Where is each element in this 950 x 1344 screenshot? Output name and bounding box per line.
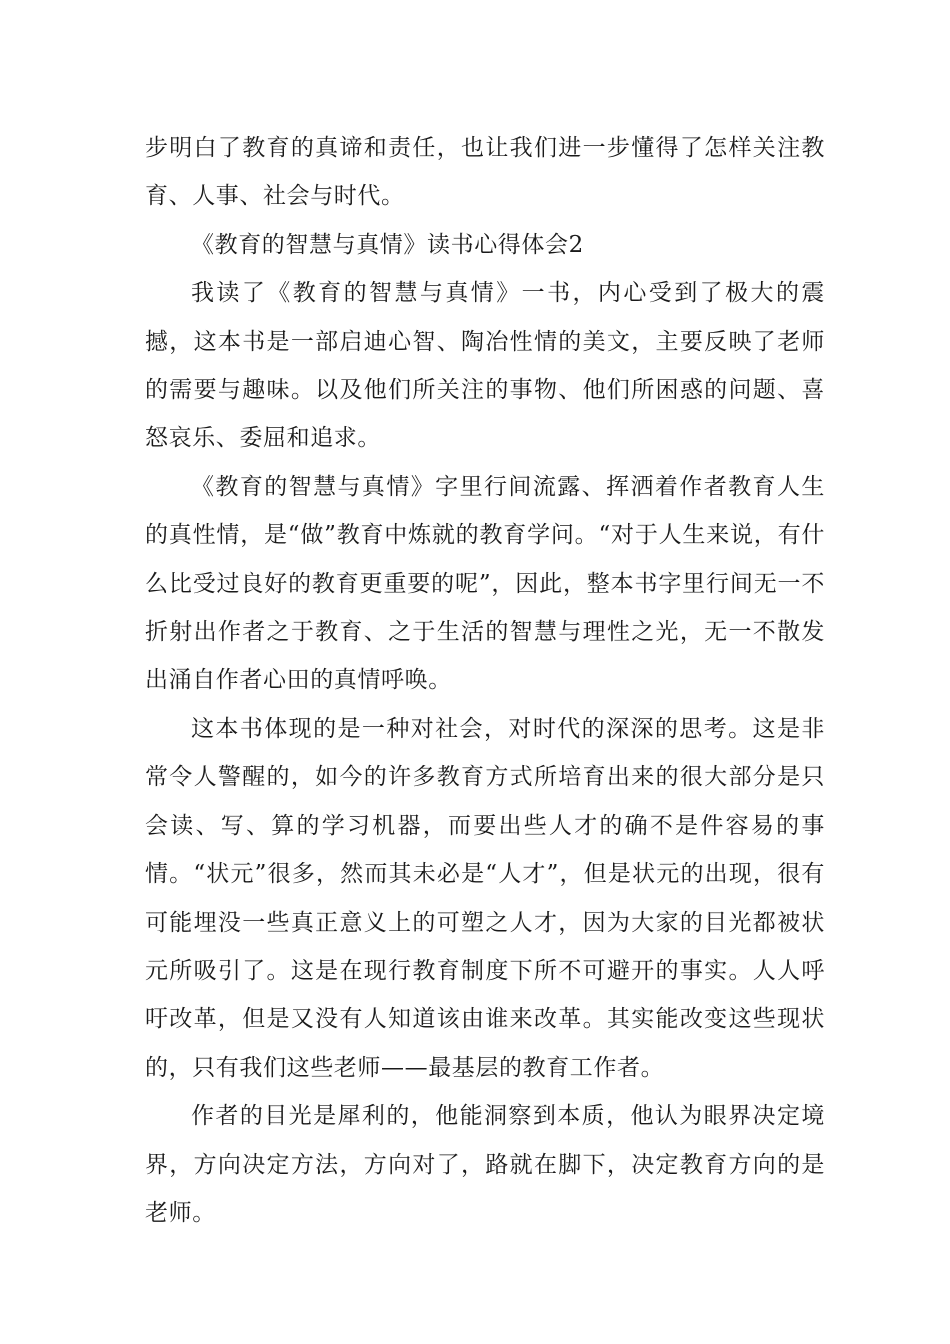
body-paragraph-4: 作者的目光是犀利的，他能洞察到本质，他认为眼界决定境界，方向决定方法，方向对了，路就在脚下，决定教育方向的是老师。 (145, 1103, 825, 1226)
body-paragraph-3: 这本书体现的是一种对社会，对时代的深深的思考。这是非常令人警醒的，如今的许多教育方式所培育出来的很大部分是只会读、写、算的学习机器，而要出些人才的确不是件容易的事情。“状元”很多，然而其未必是“人才”，但是状元的出现，很有可能埋没一些真正意义上的可塑之人才，因为大家的目光都被状元所吸引了。这是在现行教育制度下所不可避开的事实。人人呼吁改革，但是又没有人知道该由谁来改革。其实能改变这些现状的，只有我们这些老师——最基层的教育工作者。 (145, 715, 825, 1081)
continuation-paragraph: 步明白了教育的真谛和责任，也让我们进一步懂得了怎样关注教育、人事、社会与时代。 (145, 135, 825, 210)
body-paragraph-2: 《教育的智慧与真情》字里行间流露、挥洒着作者教育人生的真性情，是“做”教育中炼就的教育学问。“对于人生来说，有什么比受过良好的教育更重要的呢”，因此，整本书字里行间无一不折射出作者之于教育、之于生活的智慧与理性之光，无一不散发出涌自作者心田的真情呼唤。 (145, 473, 825, 694)
body-paragraph-1: 我读了《教育的智慧与真情》一书，内心受到了极大的震撼，这本书是一部启迪心智、陶冶性情的美文，主要反映了老师的需要与趣味。以及他们所关注的事物、他们所困惑的问题、喜怒哀乐、委屈和追求。 (145, 280, 825, 452)
document-body (145, 124, 825, 1237)
section-heading: 《教育的智慧与真情》读书心得体会2 (191, 231, 584, 258)
